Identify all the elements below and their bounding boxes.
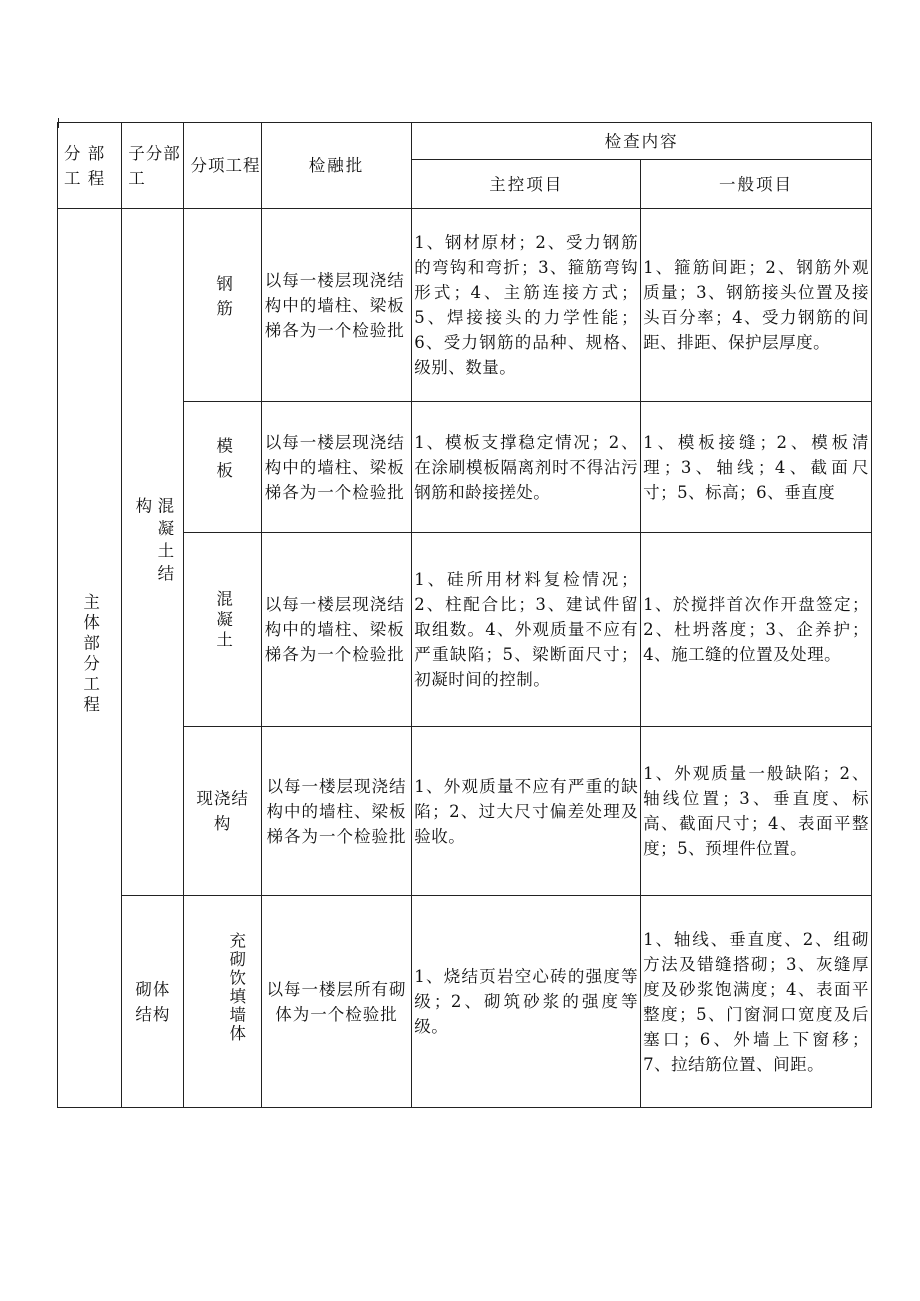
batch-cell: 以每一楼层所有砌体为一个检验批 bbox=[261, 896, 412, 1108]
batch-cell: 以每一楼层现浇结构中的墙柱、梁板梯各为一个检验批 bbox=[261, 402, 412, 533]
batch-cell: 以每一楼层现浇结构中的墙柱、梁板梯各为一个检验批 bbox=[261, 533, 412, 727]
batch-cell: 以每一楼层现浇结构中的墙柱、梁板梯各为一个检验批 bbox=[261, 727, 412, 896]
subdivision-masonry: 砌体结构 bbox=[122, 896, 184, 1108]
main-control-cell: 1、硅所用材料复检情况；2、柱配合比；3、建试件留取组数。4、外观质量不应有严重缺陷；5、梁断面尺寸；初凝时间的控制。 bbox=[412, 533, 641, 727]
general-cell: 1、箍筋间距；2、钢筋外观质量；3、钢筋接头位置及接头百分率；4、受力钢筋的间距、排距、保护层厚度。 bbox=[641, 209, 872, 402]
header-batch: 检融批 bbox=[261, 123, 412, 209]
item-cell: 模板 bbox=[184, 402, 261, 533]
general-cell: 1、於搅拌首次作开盘签定；2、杜坍落度；3、企养护；4、施工缝的位置及处理。 bbox=[641, 533, 872, 727]
header-item: 分项工程 bbox=[184, 123, 261, 209]
item-cell: 混凝土 bbox=[184, 533, 261, 727]
general-cell: 1、模板接缝；2、模板清理；3、轴线；4、截面尺寸；5、标高；6、垂直度 bbox=[641, 402, 872, 533]
item-cell: 充砌饮填墙体 bbox=[184, 896, 261, 1108]
main-control-cell: 1、模板支撑稳定情况；2、在涂刷模板隔离剂时不得沾污钢筋和龄接搓处。 bbox=[412, 402, 641, 533]
subdivision-concrete: 混凝土结构 bbox=[122, 209, 184, 896]
header-general: 一般项目 bbox=[641, 160, 872, 209]
item-cell: 钢筋 bbox=[184, 209, 261, 402]
main-control-cell: 1、烧结页岩空心砖的强度等级；2、砌筑砂浆的强度等级。 bbox=[412, 896, 641, 1108]
main-control-cell: 1、外观质量不应有严重的缺陷；2、过大尺寸偏差处理及验收。 bbox=[412, 727, 641, 896]
header-main-control: 主控项目 bbox=[412, 160, 641, 209]
header-division: 分 部 工 程 bbox=[58, 123, 122, 209]
general-cell: 1、外观质量一般缺陷；2、轴线位置；3、垂直度、标高、截面尺寸；4、表面平整度；5、预埋件位置。 bbox=[641, 727, 872, 896]
general-cell: 1、轴线、垂直度、2、组砌方法及错缝搭砌；3、灰缝厚度及砂浆饱满度；4、表面平整度；5、门窗洞口宽度及后塞口；6、外墙上下窗移；7、拉结筋位置、间距。 bbox=[641, 896, 872, 1108]
header-subdivision: 子分部工 bbox=[122, 123, 184, 209]
batch-cell: 以每一楼层现浇结构中的墙柱、梁板梯各为一个检验批 bbox=[261, 209, 412, 402]
main-control-cell: 1、钢材原材；2、受力钢筋的弯钩和弯折；3、箍筋弯钩形式；4、主筋连接方式；5、焊接接头的力学性能；6、受力钢筋的品种、规格、级别、数量。 bbox=[412, 209, 641, 402]
header-inspection-content: 检查内容 bbox=[412, 123, 872, 160]
inspection-table bbox=[57, 122, 872, 1108]
item-cell: 现浇结构 bbox=[184, 727, 261, 896]
division-cell: 主体部分工程 bbox=[58, 209, 122, 1108]
